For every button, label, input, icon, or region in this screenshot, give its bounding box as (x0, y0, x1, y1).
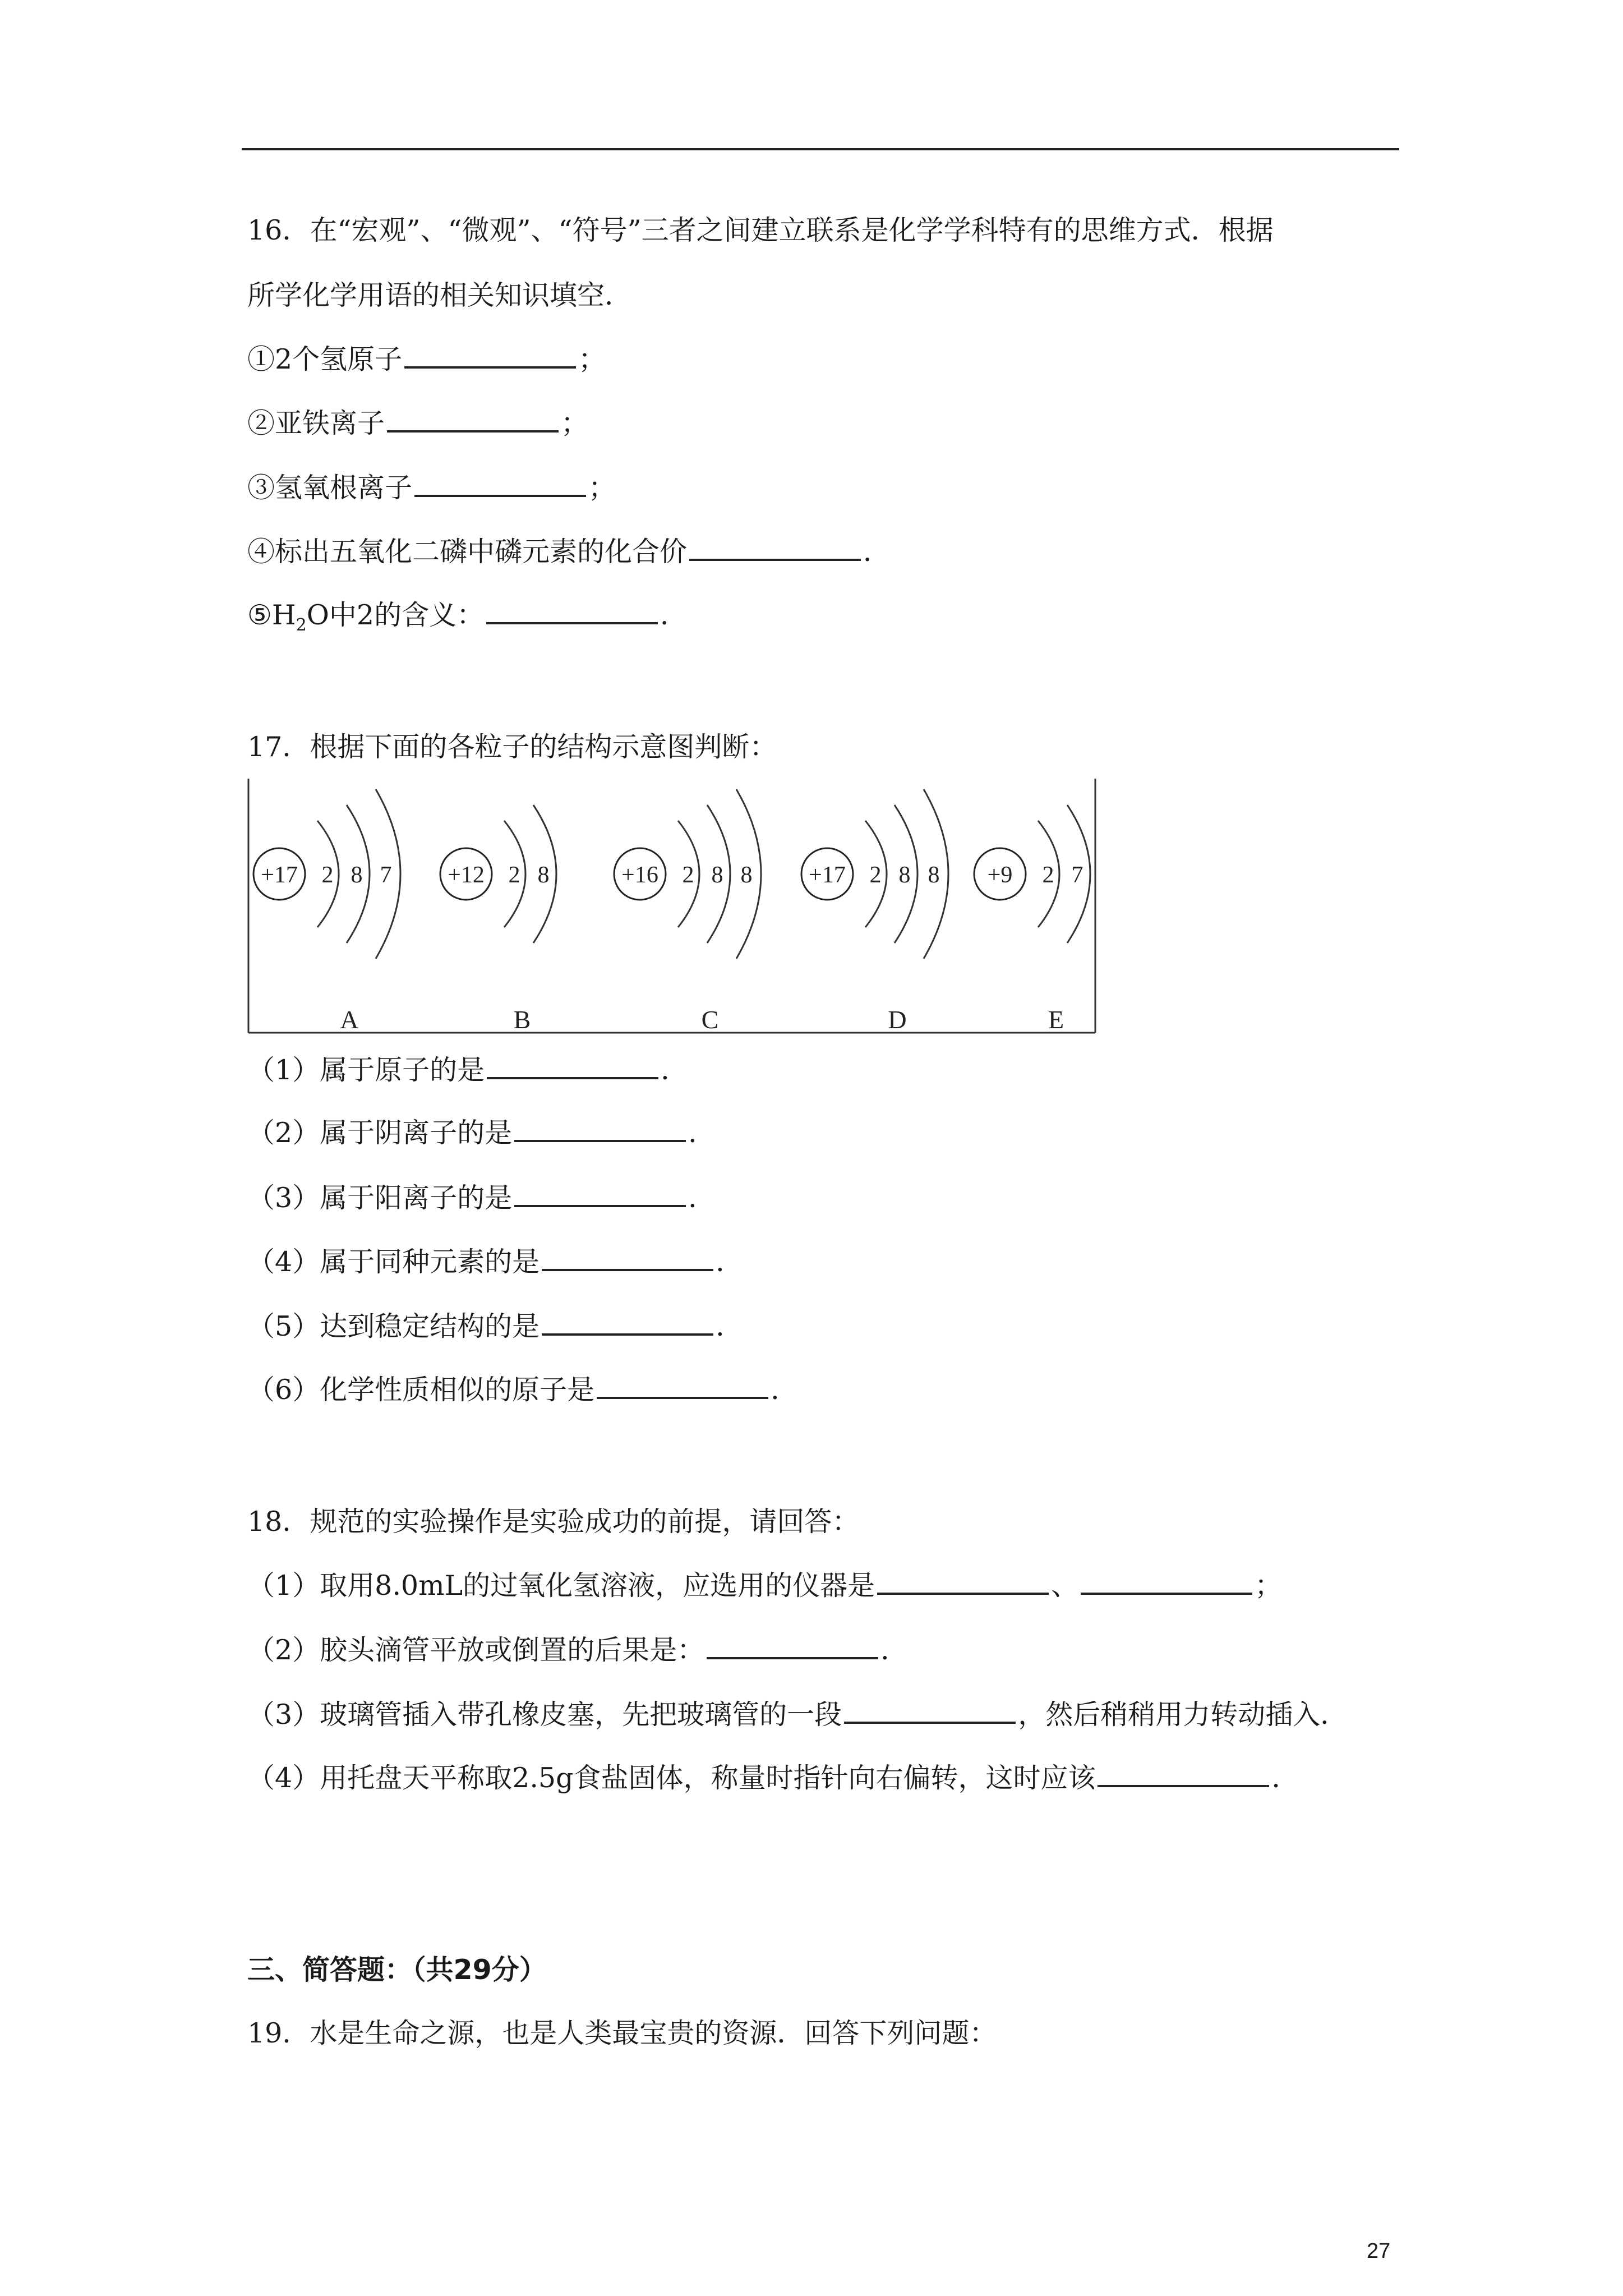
shell-electron-count: 7 (380, 862, 392, 888)
answer-blank[interactable] (1098, 1763, 1269, 1787)
q16-item-3: ③氢氧根离子 ； (247, 472, 616, 504)
answer-blank[interactable] (877, 1570, 1049, 1595)
answer-blank[interactable] (514, 1182, 686, 1207)
shell-electron-count: 8 (351, 862, 363, 888)
q18-item-1: （1）取用8.0mL的过氧化氢溶液，应选用的仪器是 、 ； (247, 1570, 1283, 1602)
particle-A (253, 789, 400, 1034)
q16-item-1-text: ①2个氢原子 (247, 343, 403, 375)
nucleus-charge: +12 (448, 862, 485, 888)
shell-electron-count: 8 (928, 862, 940, 888)
particle-label: C (701, 1005, 719, 1034)
q18-item-4: （4）用托盘天平称取2.5g食盐固体，称量时指针向右偏转，这时应该 ． (247, 1762, 1299, 1794)
q18-intro: 18．规范的实验操作是实验成功的前提，请回答： (247, 1506, 860, 1538)
answer-blank[interactable] (514, 1117, 686, 1142)
shell-electron-count: 8 (537, 862, 550, 888)
shell-electron-count: 7 (1071, 862, 1083, 888)
particle-C (614, 789, 761, 1034)
answer-blank[interactable] (486, 600, 658, 624)
page-number: 27 (1367, 2239, 1391, 2263)
answer-blank[interactable] (387, 408, 559, 432)
shell-electron-count: 8 (711, 862, 723, 888)
answer-blank[interactable] (542, 1311, 713, 1336)
shell-electron-count: 2 (869, 862, 882, 888)
answer-blank[interactable] (487, 1055, 658, 1079)
answer-blank[interactable] (414, 472, 586, 497)
shell-electron-count: 2 (1042, 862, 1054, 888)
answer-blank[interactable] (689, 536, 861, 561)
q16-item-2-text: ②亚铁离子 (247, 407, 385, 439)
answer-blank[interactable] (404, 344, 576, 369)
particle-D (801, 789, 948, 1034)
q17-intro: 17．根据下面的各粒子的结构示意图判断： (247, 731, 777, 763)
q16-item-2: ②亚铁离子 ； (247, 407, 589, 439)
q16-intro-line2: 所学化学用语的相关知识填空． (247, 279, 633, 311)
nucleus-charge: +17 (809, 862, 846, 888)
nucleus-charge: +17 (261, 862, 298, 888)
nucleus-charge: +9 (987, 862, 1013, 888)
shell-electron-count: 2 (682, 862, 694, 888)
particle-E (974, 805, 1090, 1034)
particle-label: B (513, 1005, 531, 1034)
q17-item-5: （5）达到稳定结构的是 ． (247, 1310, 744, 1342)
shell-electron-count: 2 (321, 862, 334, 888)
shell-electron-count: 2 (508, 862, 520, 888)
answer-blank[interactable] (597, 1374, 768, 1399)
q16-item-4-text: ④标出五氧化二磷中磷元素的化合价 (247, 536, 688, 568)
q17-item-6: （6）化学性质相似的原子是 ． (247, 1374, 799, 1406)
q16-item-3-text: ③氢氧根离子 (247, 472, 413, 504)
answer-blank[interactable] (707, 1635, 878, 1659)
answer-blank[interactable] (1081, 1570, 1252, 1595)
nucleus-charge: +16 (621, 862, 658, 888)
q18-item-3: （3）玻璃管插入带孔橡皮塞，先把玻璃管的一段 ，然后稍稍用力转动插入． (247, 1699, 1348, 1731)
q19-intro: 19．水是生命之源，也是人类最宝贵的资源．回答下列问题： (247, 2017, 997, 2049)
particle-B (440, 805, 556, 1034)
q17-item-4: （4）属于同种元素的是 ． (247, 1246, 744, 1278)
answer-blank[interactable] (844, 1699, 1016, 1724)
particle-label: A (340, 1005, 359, 1034)
particle-structure-diagram (247, 779, 1098, 1034)
answer-blank[interactable] (542, 1246, 713, 1271)
particle-label: E (1048, 1005, 1064, 1034)
section-title: 三、简答题：（共29分） (247, 1954, 547, 1986)
q18-item-2: （2）胶头滴管平放或倒置的后果是： ． (247, 1634, 909, 1666)
q17-item-3: （3）属于阳离子的是 ． (247, 1182, 716, 1214)
header-rule (242, 148, 1399, 150)
q16-item-5: $⑤H_2O$中2的含义： ． (247, 599, 688, 635)
q17-item-1: （1）属于原子的是 ． (247, 1054, 689, 1086)
q16-intro-line1: 16．在“宏观”、“微观”、“符号”三者之间建立联系是化学学科特有的思维方式．根据 (247, 214, 1274, 246)
shell-electron-count: 8 (740, 862, 753, 888)
q16-item-4: ④标出五氧化二磷中磷元素的化合价 ． (247, 536, 891, 568)
q16-item-1: ①2个氢原子 ； (247, 343, 606, 375)
shell-electron-count: 8 (898, 862, 911, 888)
q17-item-2: （2）属于阴离子的是 ． (247, 1117, 716, 1149)
particle-label: D (888, 1005, 907, 1034)
